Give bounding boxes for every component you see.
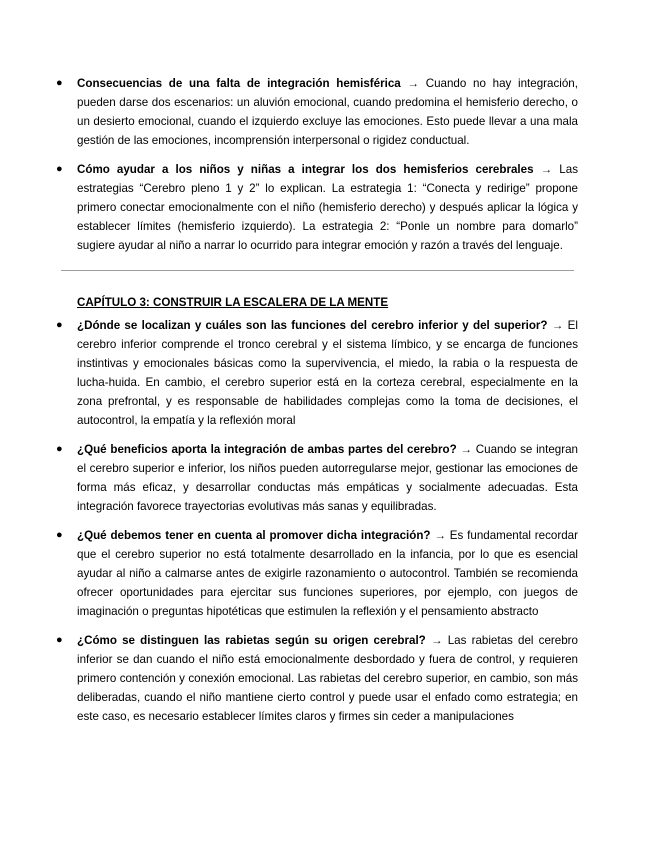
bullet-icon: ● — [56, 319, 63, 331]
bullet-icon: ● — [56, 77, 63, 89]
list-item — [0, 440, 655, 516]
arrow-icon: → — [540, 163, 553, 176]
list-item — [0, 74, 655, 150]
item-title: ¿Qué debemos tener en cuenta al promover dicha integración? — [77, 529, 431, 542]
item-text: Las rabietas del cerebro inferior se dan cuando el niño está emocionalmente desbordado y fuera de control, y requieren primero contención y conexión emocional. Las rabietas del cerebro superior, en cambio, son más deliberadas, cuando el niño mantiene cierto control y puede usar el enfado como estrategia; en este caso, es necesario establecer límites claros y firmes sin ceder a manipulaciones — [77, 634, 578, 723]
item-text: Es fundamental recordar que el cerebro superior no está totalmente desarrollado en la infancia, por lo que es esencial ayudar al niño a calmarse antes de exigirle razonamiento o autocontrol. También se recomienda ofrecer oportunidades para ejercitar sus funciones superiores, por ejemplo, con juegos de imaginación o preguntas hipotéticas que estimulen la reflexión y el pensamiento abstracto — [77, 529, 578, 618]
item-title: ¿Cómo se distinguen las rabietas según su origen cerebral? — [77, 634, 426, 647]
list-item — [0, 160, 655, 255]
list-item — [0, 316, 655, 430]
chapter-heading: CAPÍTULO 3: CONSTRUIR LA ESCALERA DE LA MENTE — [77, 296, 389, 309]
bullet-icon: ● — [56, 634, 63, 646]
arrow-icon: → — [551, 319, 564, 332]
bullet-list — [0, 74, 655, 255]
item-text: Cuando se integran el cerebro superior e inferior, los niños pueden autorregularse mejor, gestionar las emociones de forma más eficaz, y desarrollar conductas más empáticas y socialmente adecuadas. Esta integración favorece trayectorias evolutivas más sanas y equilibradas. — [77, 443, 578, 513]
item-text: Las estrategias “Cerebro pleno 1 y 2” lo explican. La estrategia 1: “Conecta y redirige” propone primero conectar emocionalmente con el niño (hemisferio derecho) y después aplicar la lógica y establecer límites (hemisferio izquierdo). La estrategia 2: “Ponle un nombre para domarlo” sugiere ayudar al niño a narrar lo ocurrido para integrar emoción y razón a través del lenguaje. — [77, 163, 578, 252]
list-item — [0, 631, 655, 726]
arrow-icon: → — [407, 77, 420, 90]
arrow-icon: → — [460, 443, 472, 456]
bullet-icon: ● — [56, 163, 63, 175]
item-title: Consecuencias de una falta de integración hemisférica — [77, 77, 401, 90]
item-text: Cuando no hay integración, pueden darse dos escenarios: un aluvión emocional, cuando predomina el hemisferio derecho, o un desierto emocional, cuando el izquierdo excluye las emociones. Esto puede llevar a una mala gestión de las emociones, incomprensión interpersonal o rigidez conductual. — [77, 77, 578, 147]
item-title: ¿Dónde se localizan y cuáles son las funciones del cerebro inferior y del superior? — [77, 319, 548, 332]
arrow-icon: → — [434, 529, 446, 542]
list-item — [0, 526, 655, 621]
bullet-list — [0, 316, 655, 726]
arrow-icon: → — [430, 634, 443, 647]
bullet-icon: ● — [56, 529, 63, 541]
horizontal-divider — [61, 270, 574, 271]
item-text: El cerebro inferior comprende el tronco cerebral y el sistema límbico, y se encarga de funciones instintivas y emocionales básicas como la supervivencia, el miedo, la rabia o la respuesta de lucha-huida. En cambio, el cerebro superior está en la corteza cerebral, especialmente en la zona prefrontal, y es responsable de habilidades complejas como la toma de decisiones, el autocontrol, la empatía y la reflexión moral — [77, 319, 578, 427]
item-title: ¿Qué beneficios aporta la integración de ambas partes del cerebro? — [77, 443, 457, 456]
bullet-icon: ● — [56, 443, 63, 455]
item-title: Cómo ayudar a los niños y niñas a integrar los dos hemisferios cerebrales — [77, 163, 534, 176]
